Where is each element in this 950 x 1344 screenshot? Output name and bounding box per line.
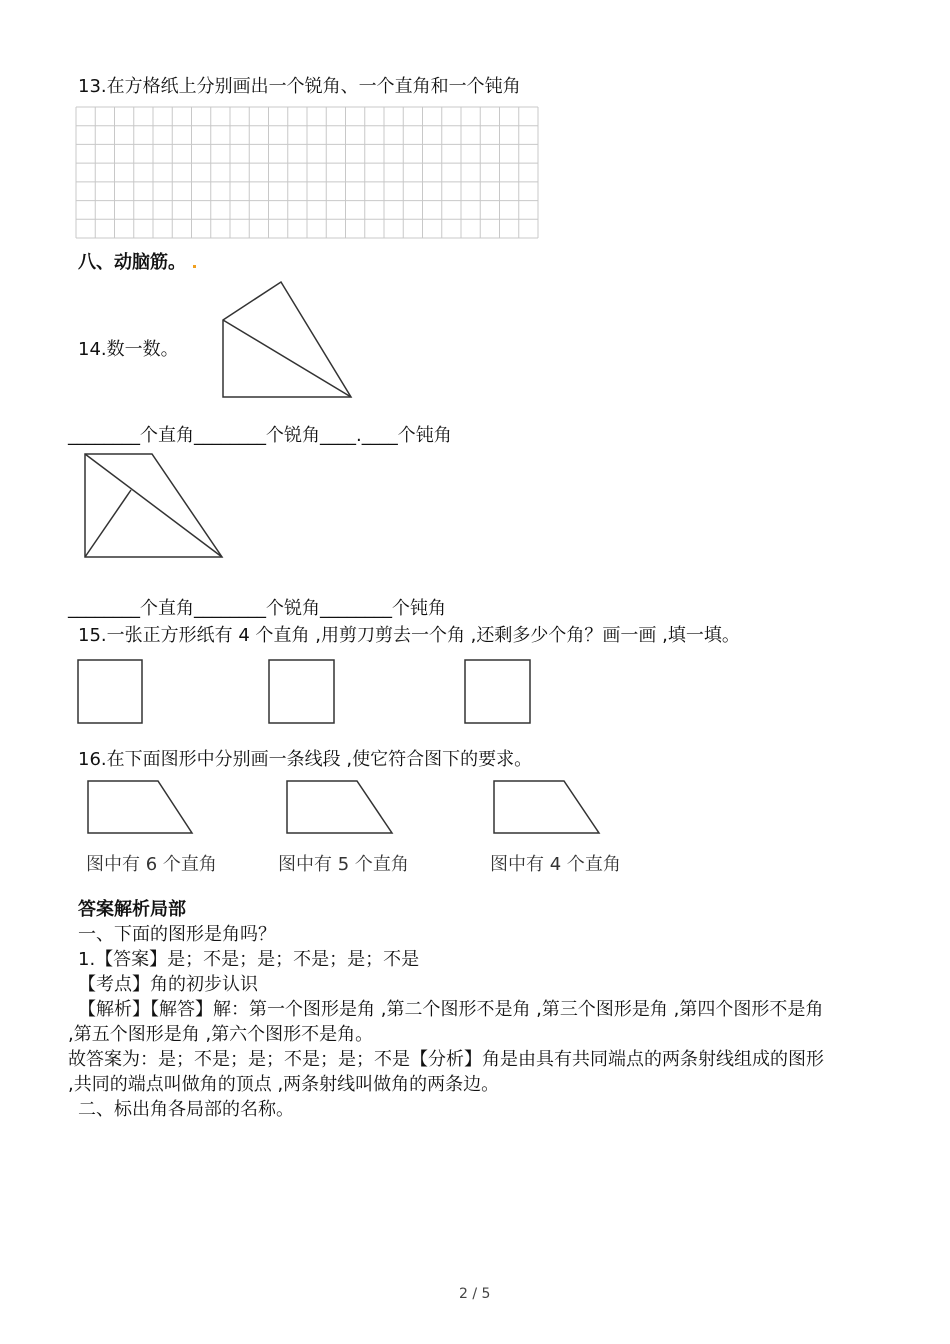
blank-input[interactable]: ________ bbox=[68, 598, 140, 619]
q16-label-3: 图中有 4 个直角 bbox=[490, 854, 621, 875]
q15-title: 15.一张正方形纸有 4 个直角 ,用剪刀剪去一个角 ,还剩多少个角？画一画 ,填一填。 bbox=[78, 625, 740, 646]
section8-title: 八、动脑筋。 bbox=[78, 252, 186, 273]
q16-label-2: 图中有 5 个直角 bbox=[278, 854, 409, 875]
answer-1: 1.【答案】是；不是；是；不是；是；不是 bbox=[78, 949, 420, 970]
triangle-figure-2 bbox=[85, 454, 222, 557]
answer-jiexi-line4: ,共同的端点叫做角的顶点 ,两条射线叫做角的两条边。 bbox=[68, 1074, 500, 1095]
blank-input[interactable]: ____.____ bbox=[320, 425, 398, 446]
q14-row2 bbox=[68, 598, 446, 620]
q16-title: 16.在下面图形中分别画一条线段 ,使它符合图下的要求。 bbox=[78, 749, 533, 770]
q16-label-1: 图中有 6 个直角 bbox=[86, 854, 217, 875]
decorative-dot bbox=[193, 265, 196, 268]
square-2 bbox=[269, 660, 334, 723]
answer-jiexi-line2: ,第五个图形是角 ,第六个图形不是角。 bbox=[68, 1024, 374, 1045]
trapezoid-1 bbox=[88, 781, 192, 833]
q13-title: 13.在方格纸上分别画出一个锐角、一个直角和一个钝角 bbox=[78, 76, 521, 97]
square-1 bbox=[78, 660, 142, 723]
page-number: 2 / 5 bbox=[459, 1286, 491, 1302]
blank-input[interactable]: ________ bbox=[68, 425, 140, 446]
obtuse-angle-label: 个钝角 bbox=[392, 598, 446, 619]
q14-title: 14.数一数。 bbox=[78, 339, 179, 360]
triangle-figure-1 bbox=[223, 282, 351, 397]
answers-heading: 答案解析局部 bbox=[78, 899, 186, 920]
trapezoid-3 bbox=[494, 781, 599, 833]
blank-input[interactable]: ________ bbox=[194, 425, 266, 446]
acute-angle-label: 个锐角 bbox=[266, 425, 320, 446]
grid-paper bbox=[76, 107, 538, 238]
blank-input[interactable]: ________ bbox=[320, 598, 392, 619]
answer-jiexi-line3: 故答案为：是；不是；是；不是；是；不是【分析】角是由具有共同端点的两条射线组成的图形 bbox=[68, 1049, 824, 1070]
trapezoid-2 bbox=[287, 781, 392, 833]
answers-part1: 一、下面的图形是角吗？ bbox=[78, 924, 276, 945]
square-3 bbox=[465, 660, 530, 723]
q14-row1 bbox=[68, 425, 452, 447]
answers-part2: 二、标出角各局部的名称。 bbox=[78, 1099, 294, 1120]
answer-jiexi-line1: 【解析】【解答】解：第一个图形是角 ,第二个图形不是角 ,第三个图形是角 ,第四个图形不是角 bbox=[78, 999, 824, 1020]
right-angle-label: 个直角 bbox=[140, 598, 194, 619]
obtuse-angle-label: 个钝角 bbox=[397, 425, 452, 446]
answer-kaodian: 【考点】角的初步认识 bbox=[78, 974, 258, 995]
right-angle-label: 个直角 bbox=[140, 425, 194, 446]
blank-input[interactable]: ________ bbox=[194, 598, 266, 619]
acute-angle-label: 个锐角 bbox=[266, 598, 320, 619]
